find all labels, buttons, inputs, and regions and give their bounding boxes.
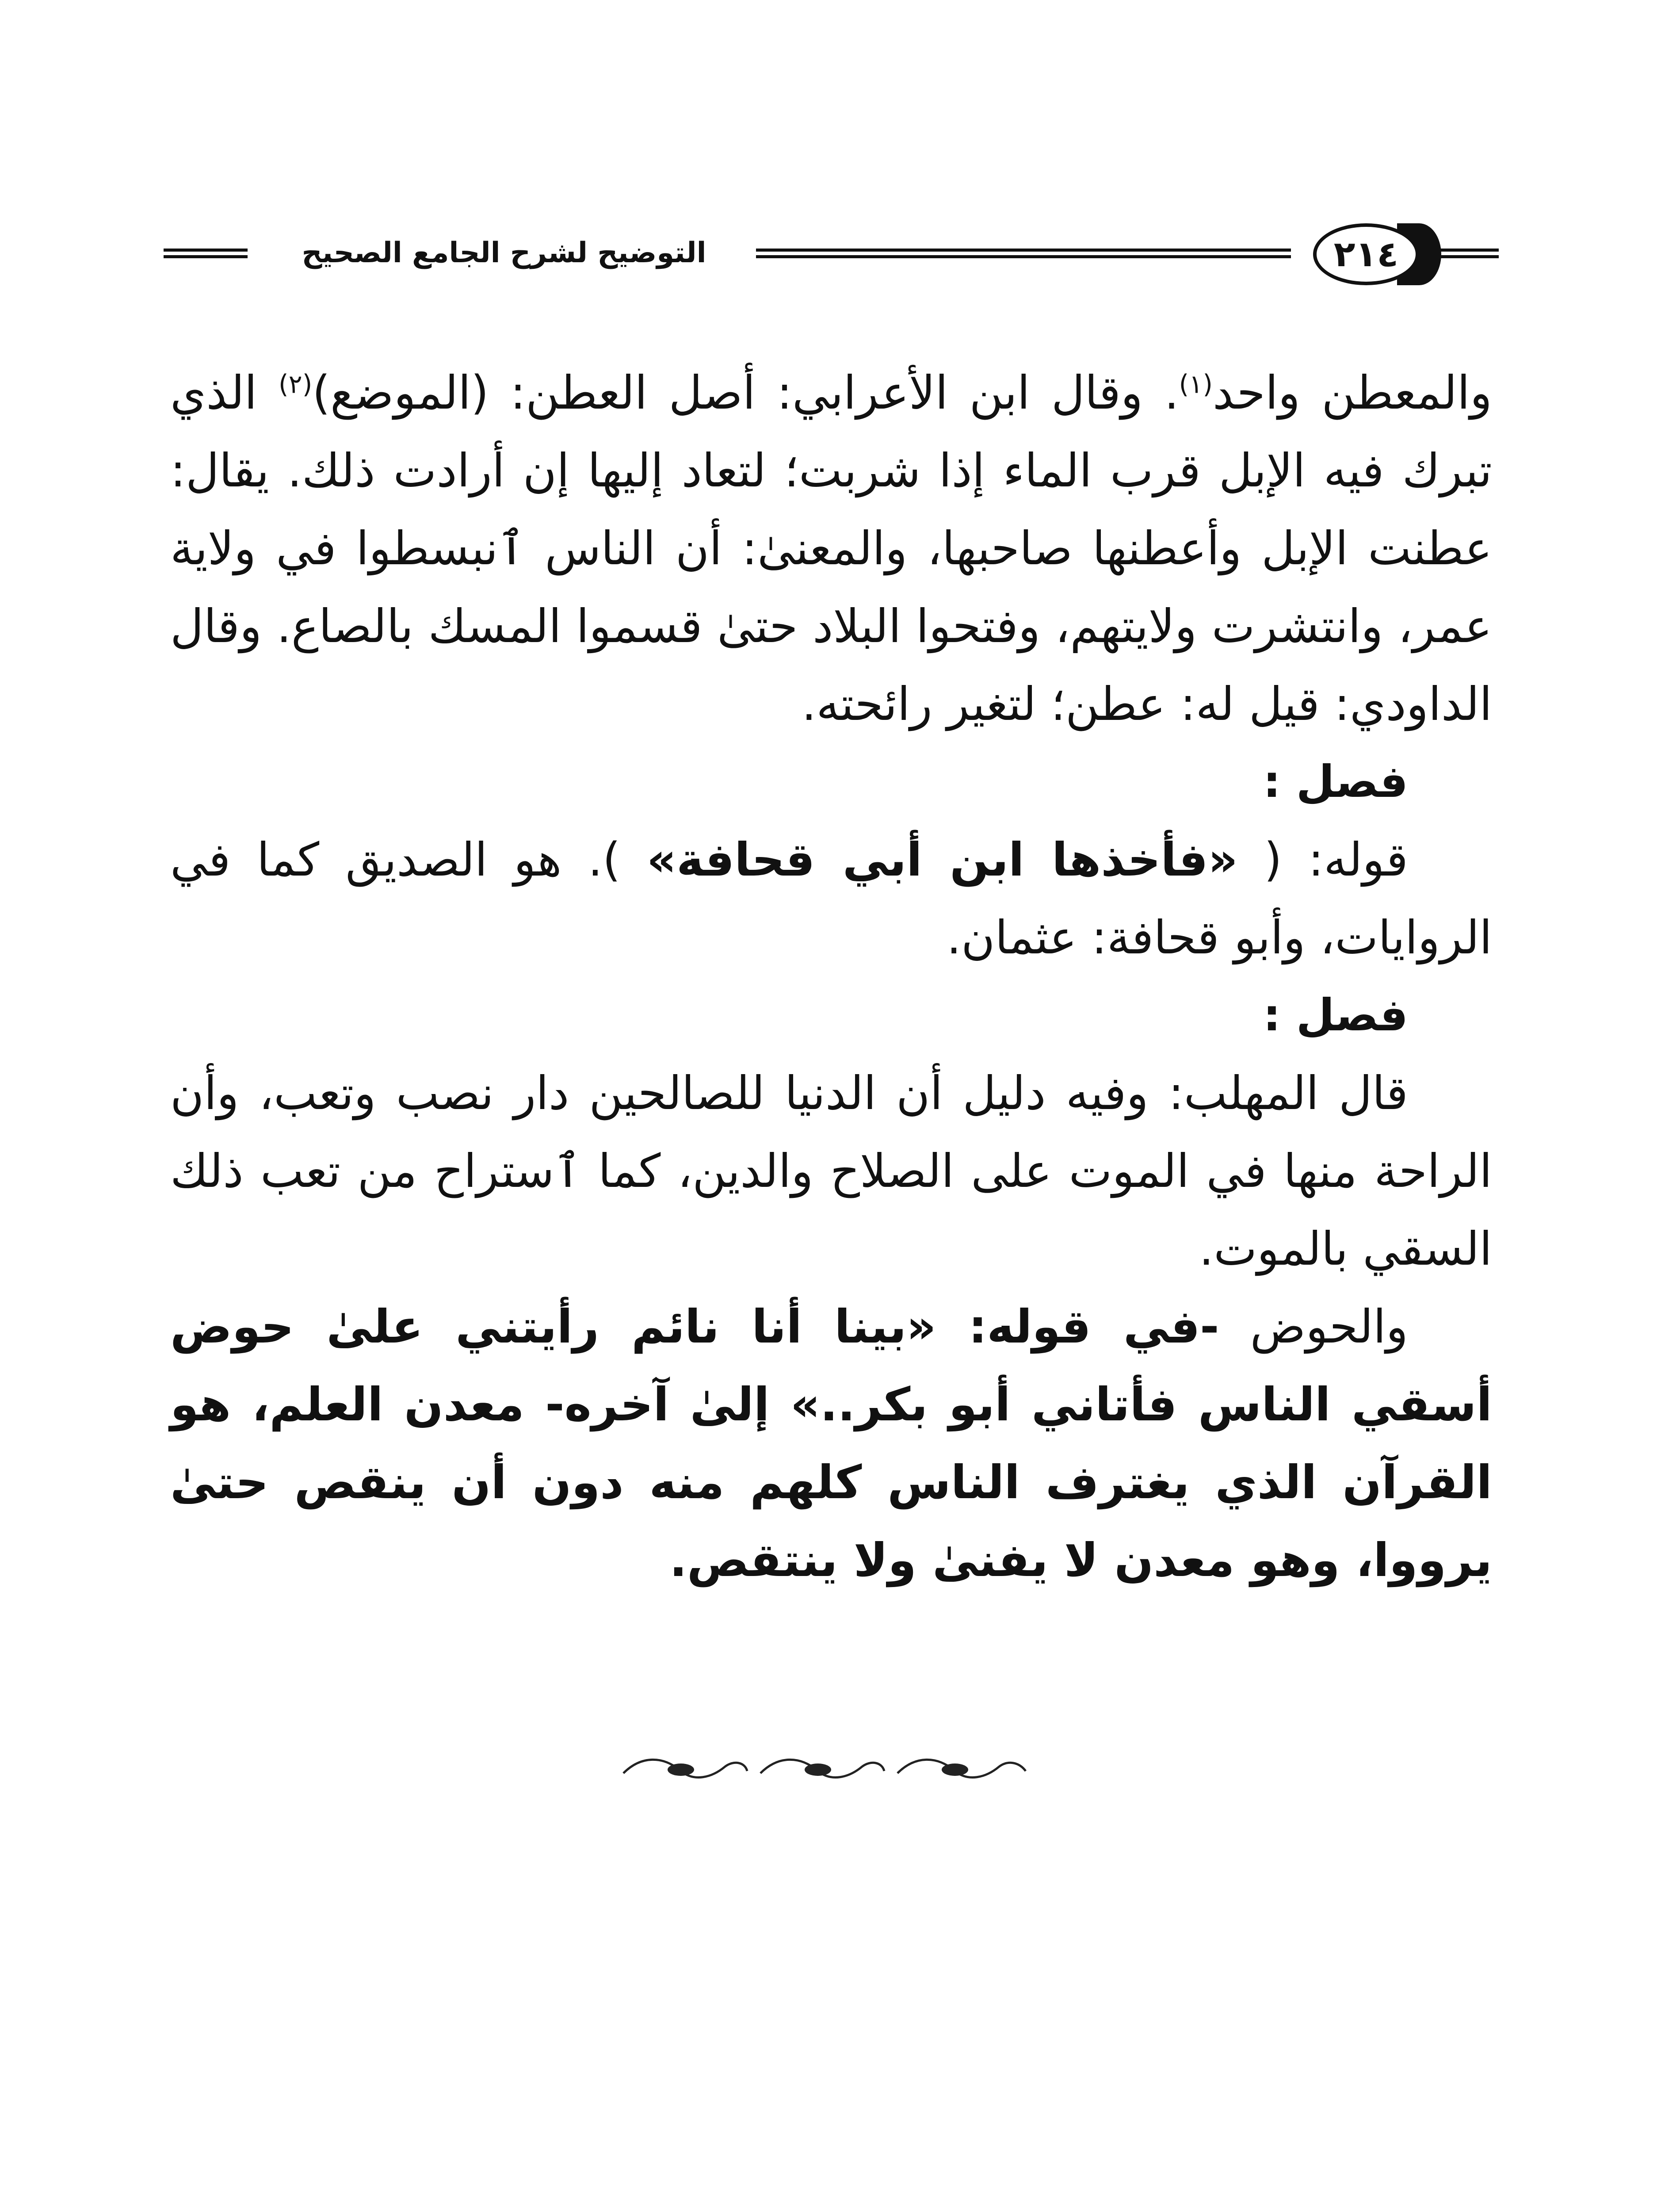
page-number-badge — [1313, 221, 1446, 287]
header-rule-middle — [756, 249, 1291, 258]
main-text — [170, 354, 1492, 1599]
paragraph-1-text-a: والمعطن واحد — [1213, 366, 1492, 420]
paragraph-4 — [170, 1288, 1492, 1599]
header-rule-right — [1437, 249, 1499, 258]
paragraph-2-text-a: قوله: ( — [1237, 833, 1408, 887]
paragraph-1-text-b: . وقال ابن الأعرابي: أصل العطن: (الموضع) — [312, 366, 1179, 420]
section-heading-2: فصل : — [1263, 989, 1408, 1041]
paragraph-1-text-c: الذي تبرك فيه الإبل قرب الماء إذا شربت؛ لتعاد إليها إن أرادت ذلك. يقال: عطنت الإبل وأعطنها صاحبها، والمعنىٰ: أن الناس ٱنبسطوا في ولاية عمر، وانتشرت ولايتهم، وفتحوا البلاد حتىٰ قسموا المسك بالصاع. وقال الداودي: قيل له: عطن؛ لتغير رائحته. — [170, 366, 1492, 731]
footnote-ref-1: (١) — [1179, 369, 1213, 399]
paragraph-2 — [170, 821, 1492, 976]
header-rule-left — [164, 249, 248, 258]
paragraph-4-text-a: والحوض — [1219, 1300, 1408, 1354]
section-heading-1: فصل : — [1263, 756, 1408, 807]
paragraph-4-quote: -في قوله: «بينا أنا نائم رأيتني علىٰ حوض أسقي الناس فأتاني أبو بكر..» إلىٰ آخره- معدن العلم، هو القرآن الذي يغترف الناس كلهم منه دون أن ينقص حتىٰ يرووا، وهو معدن لا يفنىٰ ولا ينتقص. — [170, 1300, 1492, 1587]
running-title: التوضيح لشرح الجامع الصحيح — [302, 237, 706, 269]
paragraph-2-text-b: ). هو الصديق كما في الروايات، وأبو قحافة: عثمان. — [170, 833, 1492, 964]
page-number: ٢١٤ — [1333, 233, 1399, 275]
paragraph-1 — [170, 354, 1492, 743]
ornament-divider — [615, 1751, 1039, 1786]
paragraph-2-quote: «فأخذها ابن أبي قحافة» — [646, 833, 1238, 887]
paragraph-3: قال المهلب: وفيه دليل أن الدنيا للصالحين دار نصب وتعب، وأن الراحة منها في الموت على الصلاح والدين، كما ٱستراح من تعب ذلك السقي بالموت. — [170, 1066, 1492, 1276]
running-header — [164, 221, 1499, 292]
footnote-ref-2: (٢) — [278, 369, 313, 399]
